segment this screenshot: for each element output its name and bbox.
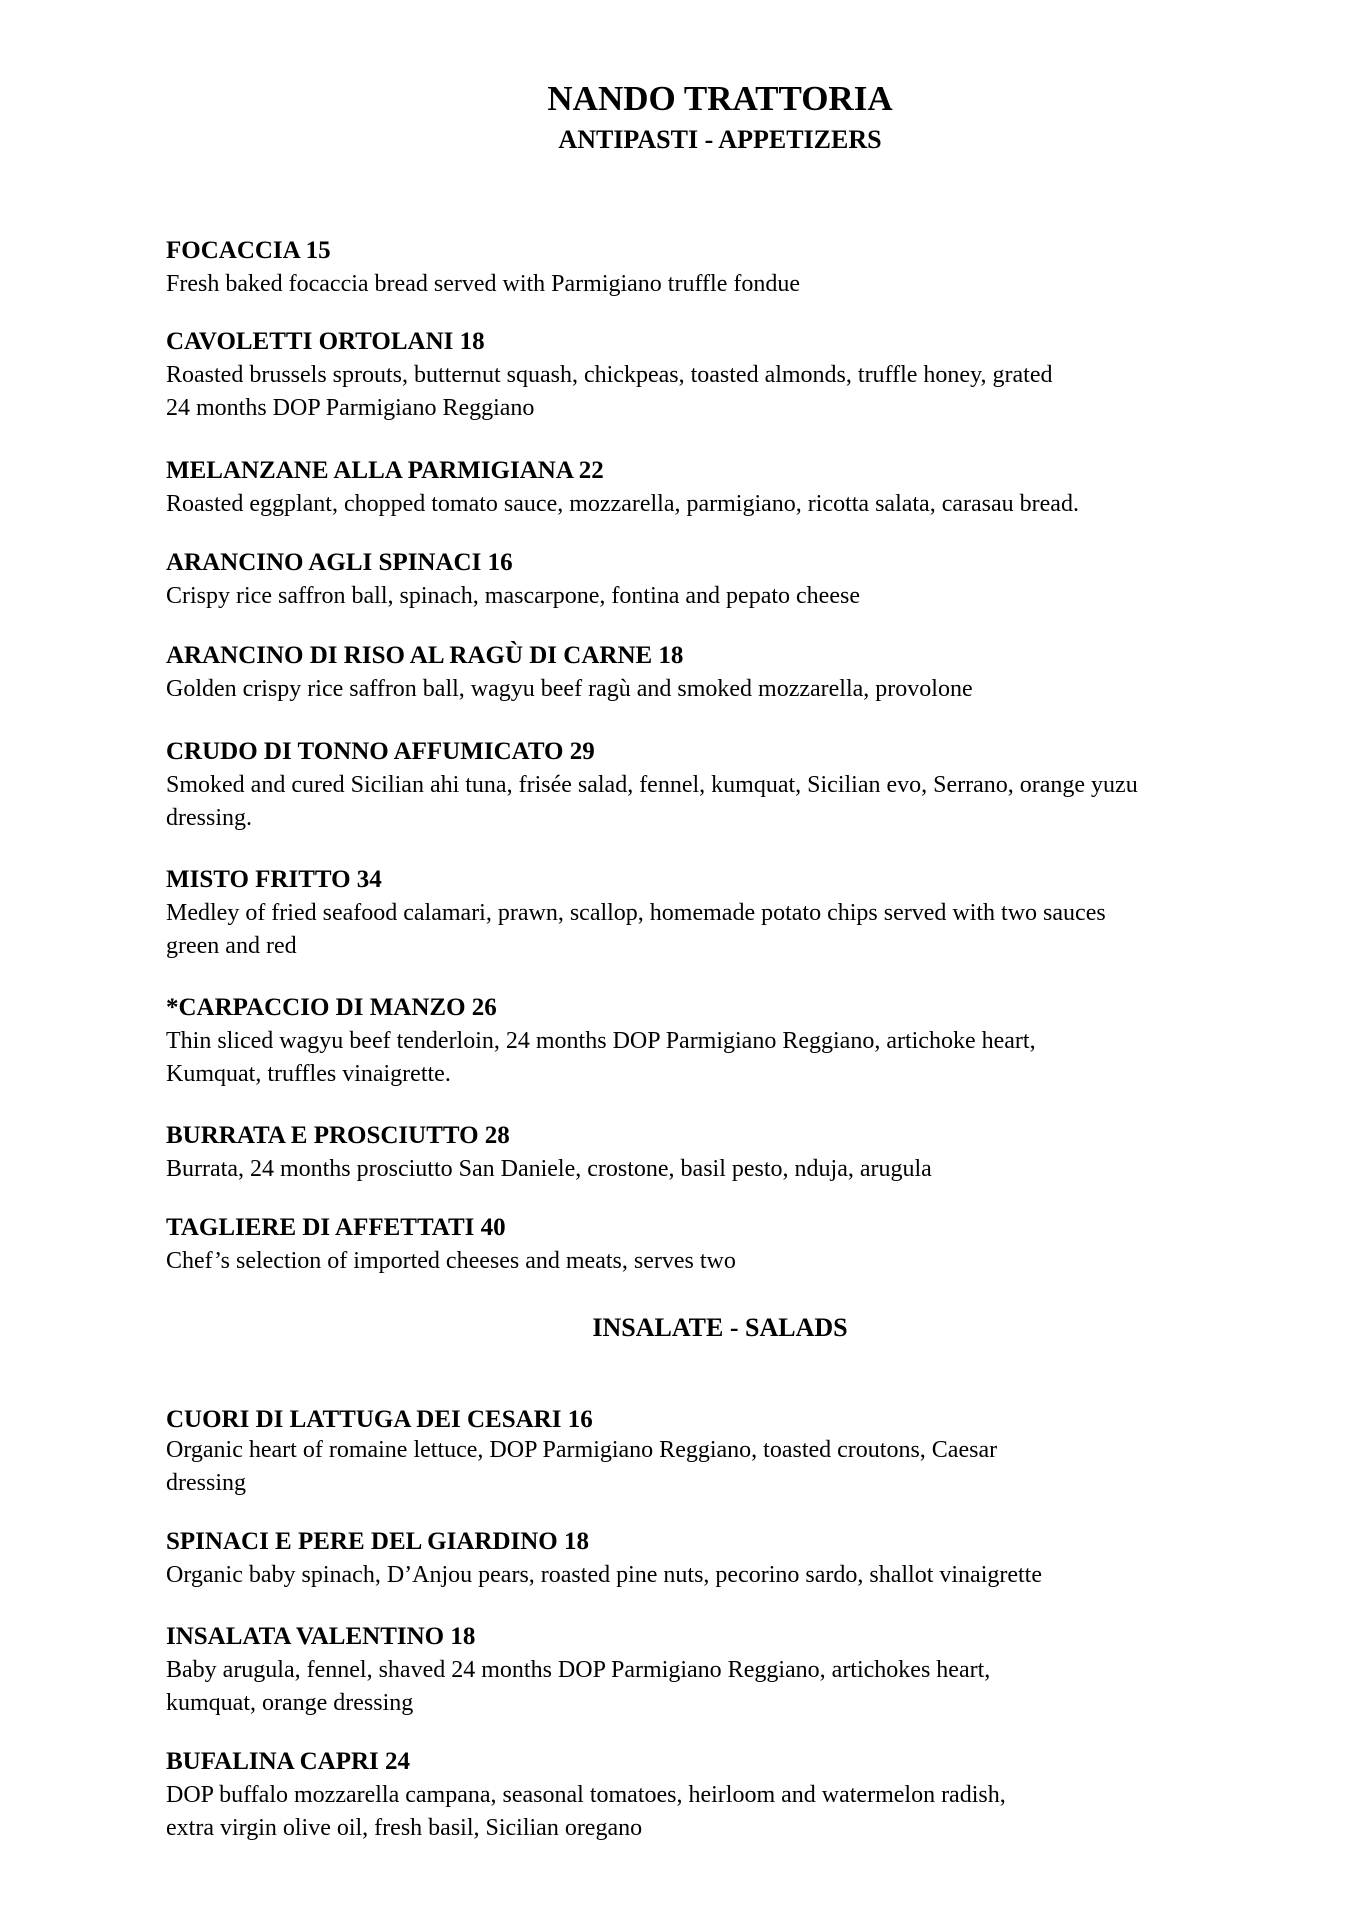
menu-item-title: MELANZANE ALLA PARMIGIANA 22 [166,457,604,484]
menu-item-crudo-tonno [166,735,1306,835]
menu-item-title: ARANCINO DI RISO AL RAGÙ DI CARNE 18 [166,642,684,669]
menu-item-description: Kumquat, truffles vinaigrette. [166,1061,451,1087]
menu-item-description: Medley of fried seafood calamari, prawn, scallop, homemade potato chips served with two sauces [166,900,1106,926]
menu-item-description: dressing [166,1470,246,1496]
menu-item-description: Crispy rice saffron ball, spinach, mascarpone, fontina and pepato cheese [166,583,860,609]
menu-item-description: DOP buffalo mozzarella campana, seasonal tomatoes, heirloom and watermelon radish, [166,1782,1006,1808]
menu-item-description: Fresh baked focaccia bread served with Parmigiano truffle fondue [166,271,800,297]
menu-item-arancino-spinaci [166,546,1306,613]
menu-item-description: Chef’s selection of imported cheeses and meats, serves two [166,1248,736,1274]
menu-item-description: 24 months DOP Parmigiano Reggiano [166,395,535,421]
menu-item-description: Thin sliced wagyu beef tenderloin, 24 months DOP Parmigiano Reggiano, artichoke heart, [166,1028,1036,1054]
menu-item-title: CRUDO DI TONNO AFFUMICATO 29 [166,738,595,765]
menu-item-arancino-ragu [166,639,1306,706]
menu-item-title: INSALATA VALENTINO 18 [166,1623,476,1650]
menu-item-title: ARANCINO AGLI SPINACI 16 [166,549,513,576]
restaurant-name: NANDO TRATTORIA [547,79,893,118]
menu-item-bufalina-capri [166,1745,1306,1845]
menu-item-description: dressing. [166,805,252,831]
menu-item-burrata [166,1119,1306,1186]
menu-item-focaccia [166,234,1306,301]
menu-item-description: Organic baby spinach, D’Anjou pears, roasted pine nuts, pecorino sardo, shallot vinaigrette [166,1562,1042,1588]
menu-item-title: CUORI DI LATTUGA DEI CESARI 16 [166,1406,593,1433]
menu-item-title: TAGLIERE DI AFFETTATI 40 [166,1214,506,1241]
menu-item-melanzane [166,454,1306,521]
menu-item-description: Roasted brussels sprouts, butternut squash, chickpeas, toasted almonds, truffle honey, grated [166,362,1053,388]
salads-section-title: INSALATE - SALADS [592,1313,848,1342]
menu-item-description: green and red [166,933,297,959]
menu-item-description: Baby arugula, fennel, shaved 24 months DOP Parmigiano Reggiano, artichokes heart, [166,1657,991,1683]
menu-item-description: kumquat, orange dressing [166,1690,414,1716]
menu-item-cuori-lattuga [166,1406,1306,1500]
menu-item-carpaccio [166,991,1306,1091]
appetizers-section-title: ANTIPASTI - APPETIZERS [558,125,882,154]
menu-item-description: Organic heart of romaine lettuce, DOP Parmigiano Reggiano, toasted croutons, Caesar [166,1437,998,1463]
menu-item-tagliere [166,1211,1306,1278]
menu-item-insalata-valentino [166,1620,1306,1720]
menu-item-description: Golden crispy rice saffron ball, wagyu beef ragù and smoked mozzarella, provolone [166,676,973,702]
menu-item-title: FOCACCIA 15 [166,237,331,264]
menu-item-title: SPINACI E PERE DEL GIARDINO 18 [166,1528,589,1555]
menu-item-title: MISTO FRITTO 34 [166,866,382,893]
menu-item-title: CAVOLETTI ORTOLANI 18 [166,328,485,355]
menu-item-misto-fritto [166,863,1306,963]
menu-item-description: Burrata, 24 months prosciutto San Daniele, crostone, basil pesto, nduja, arugula [166,1156,932,1182]
menu-item-description: Roasted eggplant, chopped tomato sauce, mozzarella, parmigiano, ricotta salata, carasau bread. [166,491,1079,517]
menu-item-title: BUFALINA CAPRI 24 [166,1748,410,1775]
menu-item-cavoletti-ortolani [166,325,1306,425]
menu-item-title: BURRATA E PROSCIUTTO 28 [166,1122,510,1149]
menu-item-description: Smoked and cured Sicilian ahi tuna, frisée salad, fennel, kumquat, Sicilian evo, Serrano, orange yuzu [166,772,1138,798]
menu-item-description: extra virgin olive oil, fresh basil, Sicilian oregano [166,1815,643,1841]
menu-item-title: *CARPACCIO DI MANZO 26 [166,994,497,1021]
menu-item-spinaci-pere [166,1525,1306,1592]
